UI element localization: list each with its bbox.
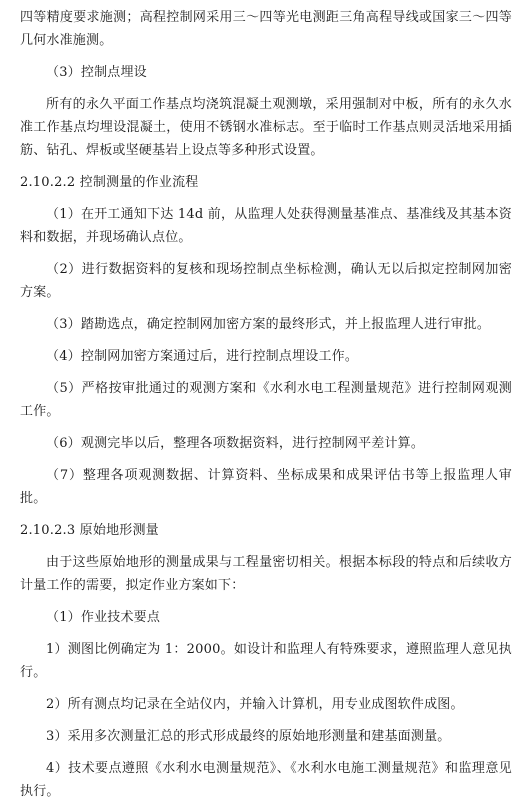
- workflow-step-1: （1）在开工通知下达 14d 前，从监理人处获得测量基准点、基准线及其基本资料和数据，并现场确认点位。: [20, 207, 512, 245]
- technical-point-2: 2）所有测点均记录在全站仪内，并输入计算机，用专业成图软件成图。: [46, 697, 464, 712]
- subheading-technical-points: （1）作业技术要点: [46, 610, 161, 625]
- section-heading-original-terrain-survey: 2.10.2.3 原始地形测量: [20, 523, 159, 538]
- section-heading-control-survey-workflow: 2.10.2.2 控制测量的作业流程: [20, 175, 199, 190]
- paragraph-control-point-burial: 所有的永久平面工作基点均浇筑混凝土观测墩，采用强制对中板，所有的永久水准工作基点均埋设混凝土，使用不锈钢水准标志。至于临时工作基点则灵活地采用插筋、钻孔、焊板或坚硬基岩上设点等多种形式设置。: [20, 97, 512, 158]
- workflow-step-6: （6）观测完毕以后，整理各项数据资料，进行控制网平差计算。: [46, 436, 425, 451]
- workflow-step-5: （5）严格按审批通过的观测方案和《水利水电工程测量规范》进行控制网观测工作。: [20, 381, 512, 419]
- technical-point-1: 1）测图比例确定为 1：2000。如设计和监理人有特殊要求，遵照监理人意见执行。: [20, 642, 512, 680]
- document-page: [20, 6, 512, 812]
- workflow-step-7: （7）整理各项观测数据、计算资料、坐标成果和成果评估书等上报监理人审批。: [20, 468, 512, 506]
- workflow-step-3: （3）踏勘选点，确定控制网加密方案的最终形式，并上报监理人进行审批。: [46, 317, 491, 332]
- workflow-step-4: （4）控制网加密方案通过后，进行控制点埋设工作。: [46, 349, 359, 364]
- paragraph-terrain-survey-intro: 由于这些原始地形的测量成果与工程量密切相关。根据本标段的特点和后续收方计量工作的需要，拟定作业方案如下：: [20, 555, 512, 593]
- workflow-step-2: （2）进行数据资料的复核和现场控制点坐标检测，确认无以后拟定控制网加密方案。: [20, 262, 512, 300]
- technical-point-4: 4）技术要点遵照《水利水电测量规范》、《水利水电施工测量规范》和监理意见执行。: [20, 761, 512, 799]
- subheading-control-point-burial: （3）控制点埋设: [46, 65, 147, 80]
- paragraph-precision-requirement: 四等精度要求施测；高程控制网采用三～四等光电测距三角高程导线或国家三～四等几何水准施测。: [20, 10, 512, 48]
- technical-point-3: 3）采用多次测量汇总的形式形成最终的原始地形测量和建基面测量。: [46, 729, 451, 744]
